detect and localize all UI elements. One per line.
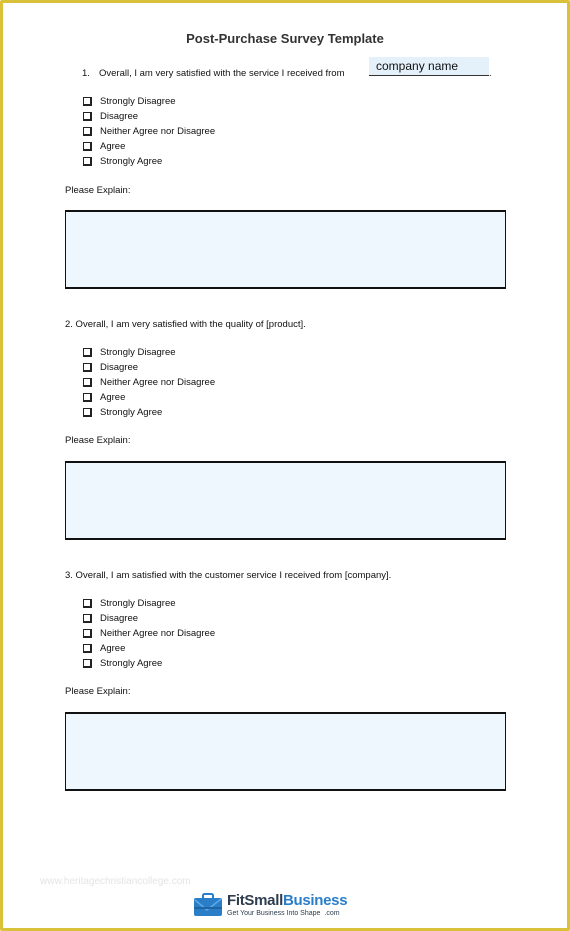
option-label: Agree	[100, 392, 126, 403]
checkbox-icon[interactable]	[83, 659, 92, 668]
checkbox-icon[interactable]	[83, 644, 92, 653]
checkbox-icon[interactable]	[83, 614, 92, 623]
option-strongly-agree[interactable]	[82, 405, 215, 420]
checkbox-icon[interactable]	[83, 629, 92, 638]
company-name-field[interactable]: company name	[369, 57, 489, 76]
explain-label-3: Please Explain:	[65, 686, 131, 697]
explain-textarea-2[interactable]	[65, 461, 506, 540]
option-disagree[interactable]	[82, 360, 215, 375]
question-2-options	[82, 345, 215, 420]
option-label: Neither Agree nor Disagree	[100, 628, 216, 639]
option-label: Neither Agree nor Disagree	[100, 377, 216, 388]
option-agree[interactable]	[82, 641, 215, 656]
option-neither[interactable]	[82, 626, 215, 641]
question-3-text: 3. Overall, I am satisfied with the customer service I received from [company].	[65, 570, 392, 581]
option-strongly-agree[interactable]	[82, 656, 215, 671]
option-strongly-disagree[interactable]	[82, 596, 215, 611]
checkbox-icon[interactable]	[83, 408, 92, 417]
question-2-text: 2. Overall, I am very satisfied with the quality of [product].	[65, 319, 306, 330]
page-title: Post-Purchase Survey Template	[186, 31, 384, 46]
briefcase-icon	[193, 892, 223, 918]
checkbox-icon[interactable]	[83, 348, 92, 357]
brand-name-part2: Business	[282, 892, 348, 909]
explain-label-1: Please Explain:	[65, 185, 131, 196]
brand-tagline	[227, 910, 347, 917]
option-agree[interactable]	[82, 139, 215, 154]
explain-textarea-3[interactable]	[65, 712, 506, 791]
option-label: Strongly Agree	[100, 156, 163, 167]
checkbox-icon[interactable]	[83, 378, 92, 387]
option-disagree[interactable]	[82, 611, 215, 626]
option-agree[interactable]	[82, 390, 215, 405]
brand-tagline-text: Get Your Business Into Shape	[227, 910, 321, 917]
option-neither[interactable]	[82, 124, 215, 139]
watermark-text: www.heritagechristiancollege.com	[40, 876, 191, 887]
brand-logo	[193, 890, 347, 920]
question-3-options	[82, 596, 215, 671]
checkbox-icon[interactable]	[83, 393, 92, 402]
brand-name-part1: FitSmall	[227, 892, 283, 909]
option-label: Agree	[100, 141, 126, 152]
checkbox-icon[interactable]	[83, 363, 92, 372]
question-1-period: .	[489, 68, 492, 79]
option-neither[interactable]	[82, 375, 215, 390]
checkbox-icon[interactable]	[83, 127, 92, 136]
option-label: Strongly Agree	[100, 658, 163, 669]
option-label: Agree	[100, 643, 126, 654]
checkbox-icon[interactable]	[83, 599, 92, 608]
option-label: Disagree	[100, 613, 139, 624]
option-label: Neither Agree nor Disagree	[100, 126, 216, 137]
question-1-options	[82, 94, 215, 169]
brand-name	[227, 893, 347, 908]
option-strongly-disagree[interactable]	[82, 94, 215, 109]
option-label: Strongly Disagree	[100, 347, 176, 358]
checkbox-icon[interactable]	[83, 112, 92, 121]
option-strongly-disagree[interactable]	[82, 345, 215, 360]
question-1-text: Overall, I am very satisfied with the service I received from	[99, 68, 345, 79]
option-label: Strongly Disagree	[100, 96, 176, 107]
checkbox-icon[interactable]	[83, 97, 92, 106]
question-1-number: 1.	[82, 68, 90, 79]
option-disagree[interactable]	[82, 109, 215, 124]
explain-textarea-1[interactable]	[65, 210, 506, 289]
checkbox-icon[interactable]	[83, 142, 92, 151]
checkbox-icon[interactable]	[83, 157, 92, 166]
option-label: Disagree	[100, 111, 139, 122]
option-label: Strongly Disagree	[100, 598, 176, 609]
option-label: Disagree	[100, 362, 139, 373]
option-strongly-agree[interactable]	[82, 154, 215, 169]
option-label: Strongly Agree	[100, 407, 163, 418]
explain-label-2: Please Explain:	[65, 435, 131, 446]
brand-suffix: .com	[324, 910, 340, 917]
